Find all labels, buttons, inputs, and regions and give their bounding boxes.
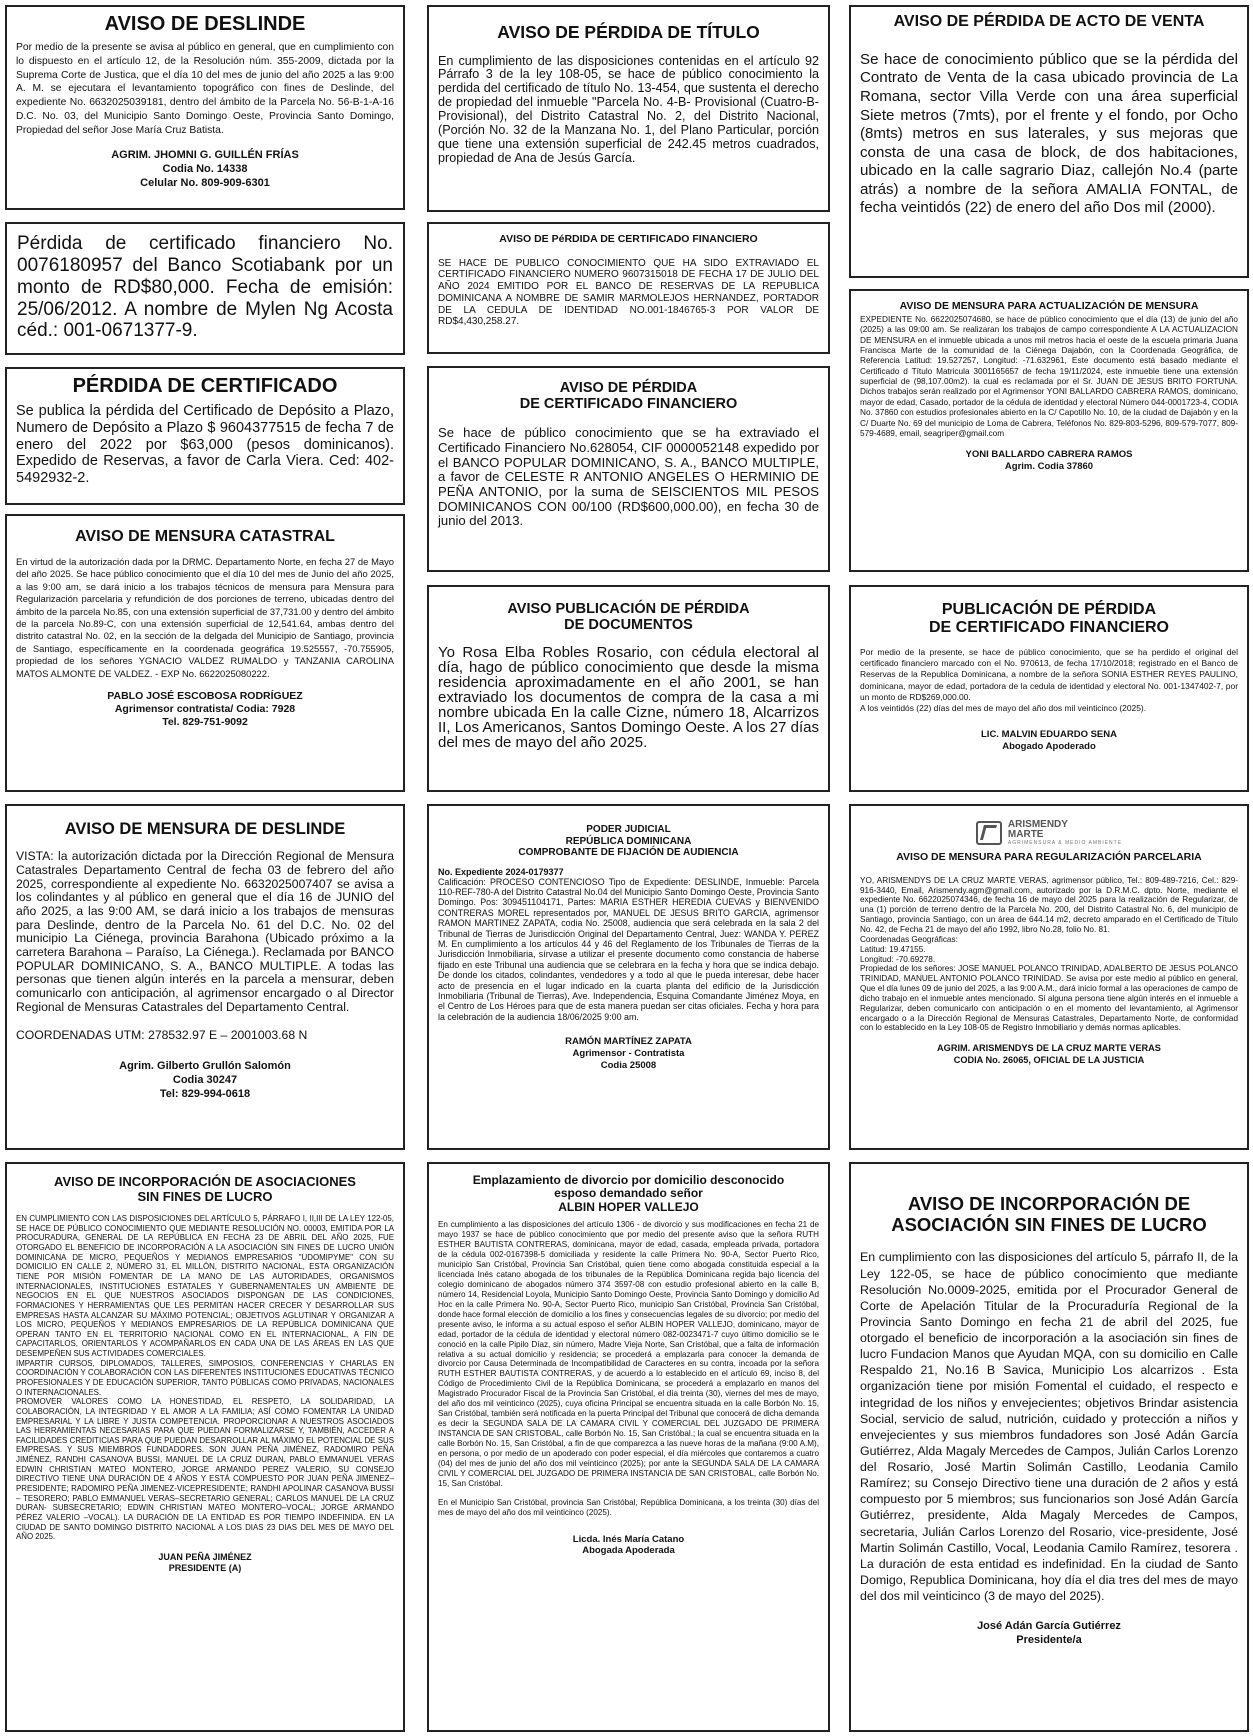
notice-perdida-acto-venta <box>849 5 1249 278</box>
notice-title: AVISO DE MENSURA PARA ACTUALIZACIÓN DE MENSURA <box>899 300 1199 312</box>
notice-body: Calificación: PROCESO CONTENCIOSO Tipo de Expediente: DESLINDE, Inmueble: Parcela 110-REF-780-A del Distrito Catastral No.04 del Municipio Santo Domingo Oeste, Provincia Santo Domingo. Pos: 309451104171, Partes: MARIA ESTHER HEREDIA CUEVAS y BIENVENIDO CONTRERAS MOREL representados por, MANUEL DE JESUS BRITO GARCIA, agrimensor RAMON MARTINEZ ZAPATA, codia No. 25008, audiencia que será celebrada en la sala 2 del Tribunal de Tierras de Jurisdicción Original del Departamento Central, Juez: WANDA Y. PEREZ M. En cumplimiento a los artículos 44 y 46 del Reglamento de los Tribunales de Tierras de la Jurisdicción Inmobiliaria, sírvase a utilizar el presente documento como constancia de haberse fijado en este Tribunal una audiencia que se celebrara en la fecha y hora que se indica debajo. De donde los citados, colindantes, vendedores y a todo al que le pueda interesar, debe hacer acto de presencia en el lugar indicado en la cuarta planta del edificio de la Jurisdicción Inmobiliaria (Tribunal de Tierras), Ave. Independencia, Esquina Comandante Jiménez Moya, en el Centro de Los Héroes para que de esta manera puedan ser citas oficiales. Fecha y hora para la celebración de la audiencia 18/06/2025 9:00 am. <box>438 876 819 1022</box>
notice-body-2: A los veintidós (22) días del mes de mayo del año dos mil veinticinco (2025). <box>860 703 1147 714</box>
notice-title: AVISO DE PÉRDIDA DE TÍTULO <box>497 22 760 42</box>
notice-mensura-deslinde <box>5 804 405 1150</box>
notice-signature <box>16 690 394 729</box>
signature-phone: Tel: 829-994-0618 <box>159 1087 251 1100</box>
notice-title: AVISO DE PéRDIDA DE CERTIFICADO FINANCIERO <box>499 233 758 245</box>
signature-name: Licda. Inés María Catano <box>572 1533 685 1545</box>
notice-aviso-deslinde <box>5 5 405 210</box>
notice-body-2: IMPARTIR CURSOS, DIPLOMADOS, TALLERES, SIMPOSIOS, CONFERENCIAS Y CHARLAS EN COORDINACIÓN Y COLABORACIÓN CON LAS DIFERENTES INSTITUCIONES EDUCATIVAS TÉCNICO PROFESIONALES Y DE EDUCACIÓN SUPERIOR, TANTO PÚBLICAS COMO PRIVADAS, NACIONALES O INTERNACIONALES. <box>16 1358 394 1397</box>
notice-poder-judicial-audiencia <box>427 804 830 1150</box>
signature-role: Abogada Apoderada <box>582 1545 675 1557</box>
notice-title: AVISO DE MENSURA PARA REGULARIZACIÓN PARCELARIA <box>896 851 1202 863</box>
notice-title: AVISO DE MENSURA DE DESLINDE <box>64 820 346 838</box>
notice-signature <box>16 1552 394 1575</box>
notice-body: En cumplimiento a las disposiciones del artículo 1306 - de divorcio y sus modificaciones en fecha 21 de mayo 1937 se hace de público conocimiento que por medio del presente aviso que la señora RUTH ESTHER BAUTISTA CONTRERAS, dominicana, mayor de edad, casada, empleada privada, portadora de la cédula 002-0167398-5 domiciliada y residente la calle Primera No. 90-A, Sector Puerto Rico, municipio San Cristóbal, Provincia San Cristóbal, quien tiene como abogada constituida especial a la licenciada Inés catano abogada de los tribunales de la República Dominicana regida bajo licencia del colegio dominicano de abogados número 374 3597-08 con estudio profesional abierto en la calle B, número 14, Residencial Loyola, Municipio Santo Domingo Oeste, Provincia Santo Domingo y domicilio Ad Hoc en la calle Primera No. 90-A, Sector Puerto Rico, municipio San Cristóbal, Provincia San Cristóbal, donde hace formal elección de domicilio a los fines y consecuencias legales de su divorcio; por medio del presente aviso, le informa a su actual esposo el señor ALBIN HOPER VALLEJO, dominicano, mayor de edad, portador de la cédula de identidad y electoral número 082-0023471-7 cuyo último domicilio se le conoció en la calle Pipilo Díaz, sin número, Madre Vieja Norte, San Cristóbal, que a falta de información relativa a su actual domicilio y residencia; se procederá a emplazarla para conocer la demanda de divorcio por Causa Determinada de Incompatibilidad de Caracteres en su contra, incoada por la señora RUTH ESTHER BAUTISTA CONTRERAS, y de acuerdo a lo establecido en el artículo 69, inciso 8, del Código de Procedimiento Civil de la República Dominicana, se procederá a emplazarlo en manos del Magistrado Procurador Fiscal de la Provincia San Cristóbal, el día treinta (30), viernes del mes de mayo, del año dos mil veinticinco (2025), cuya oficina Principal se encuentra situada en la calle Borbón No. 15, San Cristóbal, también será notificada en la puerta Principal del Tribunal que conocerá de dicha demanda es decir la SEGUNDA SALA DE LA CAMARA CIVIL Y COMERCIAL DEL JUZGADO DE PRIMERA INSTANCIA DE SAN CRISTOBAL, calle Borbón No. 15, San Cristóbal.; la cual se encuentra situada en la calle Borbón No. 15, San Cristóbal, a fin de que comparezca a las nueve horas de la mañana (9:00 A.M), en persona, o por medio de un apoderado con poder especial, el día miércoles que contaremos a cuatro (04) del mes de junio del año dos mil veinticinco (2025); por ante la SEGUNDA SALA DE LA CAMARA CIVIL Y COMERCIAL DEL JUZGADO DE PRIMERA INSTANCIA DE SAN CRISTOBAL, calle Borbón No. 15, San Cristóbal. <box>438 1220 819 1488</box>
signature-codia: CODIA No. 26065, OFICIAL DE LA JUSTICIA <box>953 1054 1145 1065</box>
signature-name: AGRIM. ARISMENDYS DE LA CRUZ MARTE VERAS <box>937 1043 1161 1054</box>
notice-perdida-de-titulo <box>427 5 830 212</box>
notice-publicacion-perdida-certificado <box>849 585 1249 792</box>
notice-title-line2: SIN FINES DE LUCRO <box>137 1188 273 1204</box>
notice-mensura-catastral <box>5 514 405 792</box>
notice-title-line3: ALBIN HOPER VALLEJO <box>558 1199 699 1214</box>
signature-role: PRESIDENTE (A) <box>168 1563 242 1574</box>
signature-codia: Codia 25008 <box>600 1059 657 1071</box>
coordinates-heading: Coordenadas Geográficas: <box>860 934 958 944</box>
notice-body: En virtud de la autorización dada por la DRMC. Departamento Norte, en fecha 27 de Mayo del año 2025. Se hace público conocimiento que el día 10 del mes de Junio del año 2025, a las 9:00 am, se dará inicio a los trabajos técnicos de mensura para Mensura para Regularización parcelaria y refundición de dos porciones de terreno, ubicadas dentro del ámbito de la parcela No.85, con una extensión superficial de 37,731.00 y dentro del ámbito de la parcela No.89-C, con una extensión superficial de 12,541.64, ambas dentro del distrito catastral No. 02, en la sección de la delgada del Municipio de Santiago, provincia de Santiago, específicamente en la coordenada geográfica 19.525557, -70.755905, propiedad de los señores YGNACIO VALDEZ RUMALDO y TANZANIA CAROLINA MATOS ALMONTE DE VALDEZ. - EXP No. 6622025080222. <box>16 555 394 679</box>
notice-title <box>438 601 819 633</box>
notice-incorporacion-udomipyme <box>5 1162 405 1732</box>
notice-emplazamiento-divorcio <box>427 1162 830 1732</box>
signature-name: AGRIM. JHOMNI G. GUILLÉN FRÍAS <box>111 149 299 162</box>
signature-name: LIC. MALVIN EDUARDO SENA <box>981 728 1117 740</box>
notice-perdida-cert-financiero-banreservas <box>427 222 830 354</box>
notice-title-line1: AVISO PUBLICACIÓN DE PÉRDIDA <box>507 601 750 617</box>
logo-icon <box>976 821 1002 845</box>
notice-title <box>438 1174 819 1214</box>
notice-title: AVISO DE MENSURA CATASTRAL <box>75 528 335 545</box>
signature-role: Abogado Apoderado <box>1002 740 1096 752</box>
signature-role: Agrimensor - Contratista <box>572 1048 685 1060</box>
notice-title: PÉRDIDA DE CERTIFICADO <box>72 375 338 397</box>
notice-body: VISTA: la autorización dictada por la Dirección Regional de Mensura Catastrales Departamento Central de fecha 03 de febrero del año 2025, correspondiente al expediente No. 6632025007407 se avisa a los colindantes y al público en general que el día 16 de JUNIO del año 2025, a las 9:00 AM, se dará inicio a los trabajos de mensuras para Deslinde, dentro de la Parcela No. 61 del D.C. No. 02 del municipio La Ciénega, provincia Barahona (Ubicado próximo a la carretera Barahona – Paraíso, La Ciénega.). Reclamada por BANCO POPULAR DOMINICANO, S. A., BANCO MULTIPLE. A todas las personas que tienen algún interés en la parcela a mensurar, deben comunicarlo con anticipación, al agrimensor encargado o al Director Regional de Mensuras Catastrales del Departamento Central. <box>16 849 394 1014</box>
notice-signature <box>860 1043 1238 1066</box>
notice-perdida-cert-financiero-popular <box>427 366 830 572</box>
notice-body: En cumplimiento con las disposiciones del artículo 5, párrafo II, de la Ley 122-05, se hace de público conocimiento que mediante Resolución No.0009-2025, emitida por el Procurador General de Corte de Apelación Titular de la Procuraduría Regional de la Provincia Santo Domingo en fecha 21 de abril del 2025, fue otorgado el beneficio de incorporación a la asociación sin fines de lucro Fundacion Manos que Ayudan MQA, con su domicilio en Calle Respaldo 21, No.16 B Savica, Municipio Los alcarrizos . Esta organización tiene por misión Fomental el cuidado, el respecto e integridad de los niños y envejecientes; objetivos Brindar asistencia Social, servicio de salud, nutrición, cuidado y protección a niños y envejecientes y sus miembros fundadores son José Adán García Gutiérrez, Alda Magaly Mercedes de Campos, Julián Carlos Lorenzo del Rosario, José Martin Solimán Castillo, Leodania Camilo Ramírez; su Consejo Directivo tiene una duración de 2 años y está compuesto por 5 miembros; sus funcionarios son José Adán García Gutiérrez, presidente, Alda Magaly Mercedes de Campos, secretaria, Julián Carlos Lorenzo del Rosario, vice-presidente, José Martin Solimán Castillo, Vocal, Leodania Camilo Ramírez, tesorera . La duración de esta entidad es indefinidad. En la ciudad de Santo Domigo, Republica Dominicana, hoy día el dia tres del mes de mayo del dos mil veinticinco (3 de mayo del 2025). <box>860 1250 1238 1604</box>
notice-title-line1: Emplazamiento de divorcio por domicilio desconocido <box>472 1173 785 1187</box>
signature-role: Presidente/a <box>1016 1633 1082 1646</box>
notice-title: AVISO DE PÉRDIDA DE ACTO DE VENTA <box>893 13 1205 30</box>
notice-title-line1: AVISO DE PÉRDIDA <box>559 380 698 396</box>
signature-name: JUAN PEÑA JIMÉNEZ <box>158 1551 252 1562</box>
notice-title <box>438 380 819 412</box>
signature-codia: Codia No. 14338 <box>162 162 248 175</box>
notice-body: EXPEDIENTE No. 6622025074680, se hace de público conocimiento que el día (13) de junio del año (2025) a las 09:00 am. Se realizaran los trabajos de campo correspondiente A LA ACTUALIZACION DE MENSURA en el inmueble ubicada a unos mil metros hacia el oeste de la escuela primaria Juana Francisca Marte de la comunidad de la Ciénega Dajabón, con la Coordenada Geográfica, de Referencia Latitud: 19.527257, Longitud: -71.632961, Este documento está basado mediante el Certificado d Título Matricula 3001165657 de fecha 19/11/2024, este inmueble tiene una extensión superficial de (98,107.00m2). la cual es reclamada por el Sr. JUAN DE JESUS BRITO FORTUNA. Dichos trabajos serán realizado por el Agrimensor YONI BALLARDO CABRERA RAMOS, dominicano, mayor de edad, Casado, portador de la cédula de identidad y electoral Número 044-0001723-4, CODIA No. 37860 con estudios profesionales abierto en la C/ Capotillo No. 10, de la ciudad de Dajabón y en la C/ Duarte No. 69 del municipio de Loma de Cabrera, Teléfonos No. 829-803-5296, 809-579-7077, 809-579-4689, email, seagriper@gmail.com <box>860 314 1238 439</box>
notice-title-line2: DE DOCUMENTOS <box>564 617 693 634</box>
expediente-number: No. Expediente 2024-0179377 <box>438 866 564 877</box>
notice-body: Yo Rosa Elba Robles Rosario, con cédula electoral al día, hago de público conocimiento que desde la misma residencia aproximadamente en el año 2001, se han extraviado los documentos de compra de la casa a mi nombre ubicada En la calle Cizne, número 18, Alcarrizos II, Los Americanos, Santos Domingo Oeste. A los 27 días del mes de mayo del año 2025. <box>438 644 819 752</box>
notice-body: Pérdida de certificado financiero No. 0076180957 del Banco Scotiabank por un monto de RD$80,000. Fecha de emisión: 25/06/2012. A nombre de Mylen Ng Acosta céd.: 001-0671377-9. <box>17 233 393 342</box>
logo-name: ARISMENDY <box>1007 819 1068 830</box>
notice-mensura-actualizacion <box>849 289 1249 572</box>
notice-title-line2: DE CERTIFICADO FINANCIERO <box>929 618 1169 636</box>
header-line1: PODER JUDICIAL <box>586 824 671 835</box>
notice-signature <box>860 729 1238 753</box>
coordinates-longitude: Longitud: -70.69278. <box>860 954 936 964</box>
notice-title-line2: esposo demandado señor <box>554 1186 703 1201</box>
notice-body: SE HACE DE PUBLICO CONOCIMIENTO QUE HA SIDO EXTRAVIADO EL CERTIFICADO FINANCIERO NUMERO 9607315018 DE FECHA 17 DE JULIO DEL AÑO 2024 EMITIDO POR EL BANCO DE RESERVAS DE LA REPUBLICA DOMINICANA A NOMBRE DE SAMIR MARMOLEJOS HERNANDEZ, PORTADOR DE LA CEDULA DE IDENTIDAD NO.001-1846765-3 POR VALOR DE RD$4,430,258.27. <box>438 257 819 328</box>
logo-subtitle: AGRIMENSURA & MEDIO AMBIENTE <box>1007 840 1123 846</box>
notice-incorporacion-mqa <box>849 1162 1249 1732</box>
notice-body-2: En el Municipio San Cristóbal, provincia San Cristóbal, República Dominicana, a los treinta (30) días del mes de mayo del año dos mil veinticinco (2025). <box>438 1497 819 1517</box>
notice-signature <box>16 149 394 190</box>
notice-title-line1: AVISO DE INCORPORACIÓN DE ASOCIACIONES <box>54 1174 356 1189</box>
notice-title <box>16 1175 394 1204</box>
notice-title-line2: DE CERTIFICADO FINANCIERO <box>519 396 738 413</box>
signature-codia: Codia 30247 <box>172 1074 238 1087</box>
notice-perdida-documentos <box>427 585 830 792</box>
notice-title <box>860 1194 1238 1235</box>
notice-body: EN CUMPLIMIENTO CON LAS DISPOSICIONES DEL ARTÍCULO 5, PÁRRAFO I, II,III DE LA LEY 122-05, SE HACE DE PÚBLICO CONOCIMIENTO QUE MEDIANTE RESOLUCIÓN NO. 00003, EMITIDA POR LA PROCURADURA, GENERAL DE LA REPÚBLICA EN FECHA 23 DE ABRIL DEL AÑO 2025, FUE OTORGADO EL BENEFICIO DE INCORPORACIÓN A LA ASOCIACIÓN SIN FINES DE LUCRO UNIÓN DOMINICANA DE MICRO, PEQUEÑOS Y MEDIANOS EMPRESARIOS "UDOMIPYME" CON SU DOMICILIO EN CALLE 2, NÚMERO 31, EL MILLÓN, DISTRITO NACIONAL, ESTA ORGANIZACIÓN TIENE POR MISIÓN FOMENTAR DE LA MANO DE LAS AUTORIDADES, ORGANISMOS INTERNACIONALES, INSTITUCIONES ESTATALES Y GUBERNAMENTALES UN AMBIENTE DE NEGOCIOS EN EL QUE NUESTROS ASOCIADOS DISPONGAN DE LAS CONDICIONES, FORMACIONES Y HERRAMIENTAS QUE LES PERMITAN HACER CRECER Y DESARROLLAR SUS EMPRESAS HASTA ALCANZAR SU MÁXIMO POTENCIAL; OBJETIVOS AGLUTINAR Y ORGANIZAR A LOS MICRO, PEQUEÑOS Y MEDIANOS EMPRESARIOS DE LA REPÚBLICA DOMINICANA QUE OPERAN TANTO EN EL TERRITORIO NACIONAL COMO EN EL INTERNACIONAL, A FIN DE CAPACITARLOS, ORIENTARLOS Y ACOMPAÑARLOS EN CADA UNA DE LAS ÁREAS EN LAS QUE DESEMPEÑEN SUS ACTIVIDADES COMERCIALES. <box>16 1214 394 1359</box>
notice-title-line1: AVISO DE INCORPORACIÓN DE <box>907 1193 1191 1214</box>
notice-perdida-de-certificado <box>5 367 405 505</box>
notice-signature <box>16 1060 394 1101</box>
coordinates-latitude: Latitud: 19.47155. <box>860 944 926 954</box>
notice-body: Se hace de público conocimiento que se ha extraviado el Certificado Financiero No.628054, CIF 0000052148 expedido por el BANCO POPULAR DOMINICANO, S. A., BANCO MULTIPLE, a favor de CELESTE R ANTONIO ANGELES O HERMINIO DE PEÑA ANTONIO, por la suma de SEISCIENTOS MIL PESOS DOMINICANOS CON 00/100 (RD$600,000.00), en fecha 30 de junio del 2013. <box>438 425 819 529</box>
notice-title <box>860 601 1238 637</box>
signature-codia: Agrimensor contratista/ Codia: 7928 <box>114 703 296 716</box>
signature-phone: Tel. 829-751-9092 <box>162 716 248 729</box>
notice-header <box>438 824 819 859</box>
signature-name: Agrim. Gilberto Grullón Salomón <box>119 1060 291 1073</box>
notice-body: YO, ARISMENDYS DE LA CRUZ MARTE VERAS, agrimensor público, Tel.: 809-489-7216, Cel.: 829-916-3440, Email, Arismendy.agm@gmail.com, autorizado por la D.R.M.C. dpto. Norte, mediante el expediente No. 6622025074346, de fecha 16 de mayo del 2025 para la realización de Regularizar, de una (1) porción de terreno dentro de la Parcela No. 200, del Distrito Catastral No. 6, del municipio de Santiago, provincia Santiago, con un área de 644.14 m2, decreto amparado en el Certificado de Título No. 42, de Fecha 21 de mayo del año 1992, libro No.28, folio No. 81. <box>860 875 1238 934</box>
header-line3: COMPROBANTE DE FIJACIÓN DE AUDIENCIA <box>518 847 739 858</box>
signature-name: PABLO JOSÉ ESCOBOSA RODRÍGUEZ <box>107 689 303 702</box>
header-line2: REPÚBLICA DOMINICANA <box>565 835 692 847</box>
notice-body: Por medio de la presente se avisa al público en general, que en cumplimiento con lo dispuesto en el artículo 12, de la Resolución núm. 355-2009, dictada por la Suprema Corte de Justica, que el día 10 del mes de junio del año 2025 a las 9:00 A. M. se ejecutara el levantamiento topográfico con fines de Deslinde, del expediente No. 6632025039181, dentro del ámbito de la Parcela No. 56-B-1-A-16 D.C. No. 03, del Municipio Santo Domingo Oeste, Provincia Santo Domingo, Propiedad del señor Jose María Cruz Batista. <box>16 42 394 136</box>
notice-body: Por medio de la presente, se hace de público conocimiento, que se ha perdido el original del certificado financiero marcado con el No. 970613, de fecha 17/10/2018; registrado en el Banco de Reservas de la Republica Dominicana, a nombre de la señora SONIA ESTHER REYES PAULINO, dominicana, mayor de edad, portadora de la cedula de identidad y electoral No. 001-1347402-7, por un monto de RD$269,000.00. <box>860 646 1238 703</box>
notice-signature <box>860 1620 1238 1648</box>
notice-body: Se publica la pérdida del Certificado de Depósito a Plazo, Numero de Depósito a Plazo $ 9604377515 de fecha 7 de enero del 2022 por $63,000 (pesos dominicanos). Expedido de Reservas, a favor de Carla Viera. Ced: 402-5492932-2. <box>16 403 394 487</box>
signature-name: José Adán García Gutiérrez <box>977 1620 1121 1633</box>
arismendy-marte-logo <box>860 820 1238 846</box>
notice-title-line2: ASOCIACIÓN SIN FINES DE LUCRO <box>891 1213 1207 1235</box>
signature-phone: Celular No. 809-909-6301 <box>140 176 270 189</box>
notice-body-3: PROMOVER VALORES COMO LA HONESTIDAD, EL RESPETO, LA SOLIDARIDAD, LA COLABORACIÓN, LA INTEGRIDAD Y EL AMOR A LA FAMILIA; ASÍ COMO FOMENTAR LA UNIDAD EMPRESARIAL Y LA LIBRE Y JUSTA COMPETENCIA. PROPORCIONAR A NUESTROS ASOCIADOS LAS HERRAMIENTAS NECESARIAS PARA QUE PUEDAN FORMALIZARSE Y, TAMBIÉN, ACCEDER A FACILIDADES CREDITICIAS PARA QUE PUEDAN DESARROLLAR AL MÁXIMO EL POTENCIAL DE SUS EMPRESAS. Y SUS MIEMBROS FUNDADORES. SON JUAN PEÑA JIMÉNEZ, RADOMIRO PEÑA JIMÉNEZ, RANDHI CASANOVA BUSSI, MANUEL DE LA CRUZ DURAN, PABLO EMMANUEL VERAS EDWIN CHRISTIAN MATEO MONTERO, JORGE ARMANDO PEREZ VALERIO, SU CONSEJO DIRECTIVO TIENE UNA DURACIÓN DE 4 AÑOS Y ESTÁ COMPUESTO POR JUAN PEÑA JIMENEZ–PRESIDENTE; RADOMIRO PEÑA JIMENEZ-VICEPRESIDENTE; RANDHI APOLINAR CASANOVA BUSSI – TESORERO; PABLO EMMANUEL VERAS–SECRETARIO GENERAL; CARLOS MANUEL DE LA CRUZ DURAN- SUBSECRETARIO; EDWIN CHRISTIAN MATEO MONTERO–VOCAL; JORGE ARMANDO PÉREZ VALERIO –VOCAL). LA DURACIÓN DE LA ENTIDAD ES POR TIEMPO INDEFINIDA. EN LA CIUDAD DE SANTO DOMINGO DISTRITO NACIONAL A LOS DIAS 23 DIAS DEL MES DE MAYO DEL AÑO 2025. <box>16 1397 394 1542</box>
signature-name: RAMÓN MARTÍNEZ ZAPATA <box>565 1036 692 1048</box>
notice-body-2: Propiedad de los señores: JOSE MANUEL POLANCO TRINIDAD, ADALBERTO DE JESUS POLANCO TRINIDAD, MANUEL ANTONIO POLANCO TRINIDAD. Se avisa por este medio al público en general, Que el día lunes 09 de junio del 2025, a las 9:00 A.M., dará inicio formal a las operaciones de campo de dicho trabajo en el inmueble antes mencionado. Si alguna persona tiene algún interés en el inmueble a Regularizar, deben comunicarlo con anticipación o en el momento del levantamiento, al Agrimensor encargado o a la Dirección Regional de Mensuras Catastrales, Departamento Norte, de conformidad con lo establecido en la Ley 108-05 de Registro Inmobiliario y demás normas aplicables. <box>860 964 1238 1033</box>
logo-name-2: MARTE <box>1007 829 1044 840</box>
notice-regularizacion-parcelaria <box>849 804 1249 1150</box>
notice-signature <box>438 1534 819 1558</box>
notice-signature <box>438 1036 819 1072</box>
notice-title: AVISO DE DESLINDE <box>104 13 306 35</box>
notice-body: Se hace de conocimiento público que se la pérdida del Contrato de Venta de la casa ubicado provincia de La Romana, sector Villa Verde con una área superficial Siete metros (7mts), por el frente y el fondo, por Ocho (8mts) metros en sus laterales, y sus mejoras que consta de una casa de block, de dos habitaciones, ubicado en la calle sagrario Diaz, callejón No.4 (parte atrás) a nombre de la señora AMALIA FONTAL, de fecha veintidós (22) de enero del año Dos mil (2000). <box>860 50 1238 217</box>
signature-codia: Agrim. Codia 37860 <box>1004 461 1094 473</box>
notice-body: En cumplimiento de las disposiciones contenidas en el artículo 92 Párrafo 3 de la ley 108-05, se hace de público conocimiento la perdida del certificado de título No. 13-454, que sustenta el derecho de propiedad del inmueble "Parcela No. 4-B- Provisional (Cuatro-B-Provisional), del Distrito Catastral No. 2, del Distrito Nacional, (Porción No. 32 de la Manzana No. 1, del Plano Particular, porción que tiene una extensión superficial de 242.45 metros cuadrados, propiedad de Ana de Jesús García. <box>438 53 819 165</box>
notice-signature <box>860 449 1238 473</box>
notice-title-line1: PUBLICACIÓN DE PÉRDIDA <box>941 601 1157 618</box>
notice-coordinates: COORDENADAS UTM: 278532.97 E – 2001003.68 N <box>16 1028 308 1043</box>
notice-perdida-certificado-scotiabank <box>5 222 405 355</box>
signature-name: YONI BALLARDO CABRERA RAMOS <box>965 449 1133 461</box>
